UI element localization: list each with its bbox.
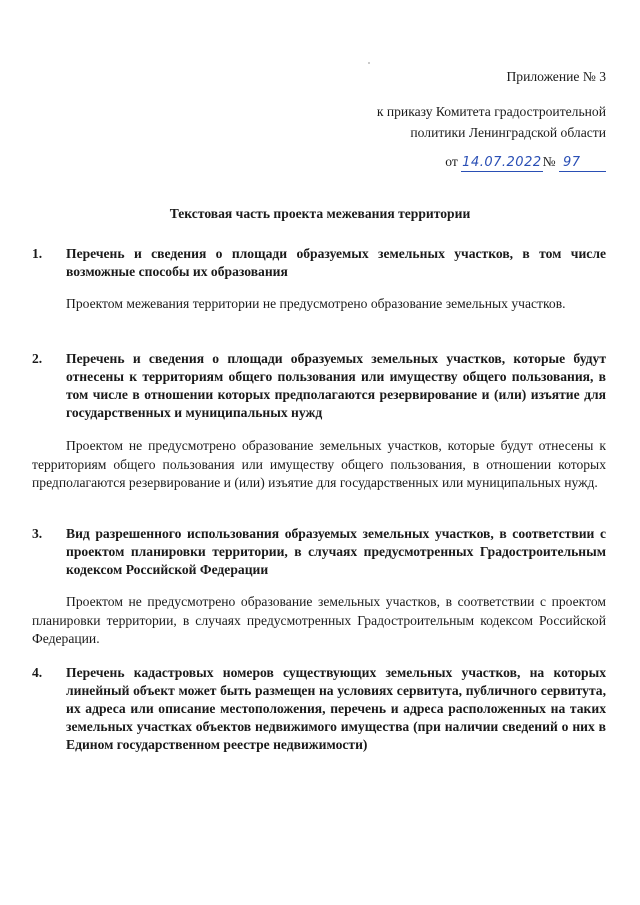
section-heading-text: Перечень и сведения о площади образуемых земельных участков, которые будут отнесены к территориям общего пользования или имуществу общего пользования, в том числе в отношении которых предполагаются резервирование и (или) изъятие для государственных и муниципальных нужд <box>66 351 606 420</box>
section-2-paragraph: Проектом не предусмотрено образование земельных участков, которые будут отнесены к территориям общего пользования или имуществу общего пользования, в отношении которых предполагаются резервирование и (или) изъятие для государственных или муниципальных нужд. <box>32 438 606 490</box>
section-number: 4. <box>32 665 43 680</box>
section-3-paragraph: Проектом не предусмотрено образование земельных участков, в соответствии с проектом планировки территории, в случаях предусмотренных Градостроительным кодексом Российской Федерации. <box>32 594 606 646</box>
handwritten-number: 97 <box>559 155 606 172</box>
section-number: 1. <box>32 246 43 261</box>
section-3-heading <box>32 525 606 579</box>
section-2-heading <box>32 350 606 422</box>
appendix-label: Приложение № 3 <box>506 69 606 84</box>
scan-speck <box>368 62 370 64</box>
number-prefix: № <box>542 154 556 169</box>
section-1-heading <box>32 245 606 281</box>
order-line-2: политики Ленинградской области <box>410 125 606 140</box>
order-line-1: к приказу Комитета градостроительной <box>376 104 606 119</box>
section-1-paragraph: Проектом межевания территории не предусмотрено образование земельных участков. <box>66 296 566 311</box>
date-line <box>445 151 606 172</box>
section-4-heading <box>32 664 606 754</box>
section-heading-text: Вид разрешенного использования образуемых земельных участков, в соответствии с проектом планировки территории, в случаях предусмотренных Градостроительным кодексом Российской Федерации <box>66 526 606 577</box>
handwritten-date: 14.07.2022 <box>462 155 542 170</box>
date-prefix: от <box>445 154 458 169</box>
order-reference <box>377 101 606 143</box>
document-title: Текстовая часть проекта межевания территории <box>169 206 471 221</box>
section-heading-text: Перечень кадастровых номеров существующих земельных участков, на которых линейный объект может быть размещен на условиях сервитута, публичного сервитута, их адреса или описание местоположения, перечень и адреса расположенных на таких земельных участках объектов недвижимого имущества (при наличии сведений о них в Едином государственном реестре недвижимости) <box>66 665 606 752</box>
section-number: 2. <box>32 351 43 366</box>
section-heading-text: Перечень и сведения о площади образуемых земельных участков, в том числе возможные способы их образования <box>66 246 606 279</box>
section-number: 3. <box>32 526 43 541</box>
